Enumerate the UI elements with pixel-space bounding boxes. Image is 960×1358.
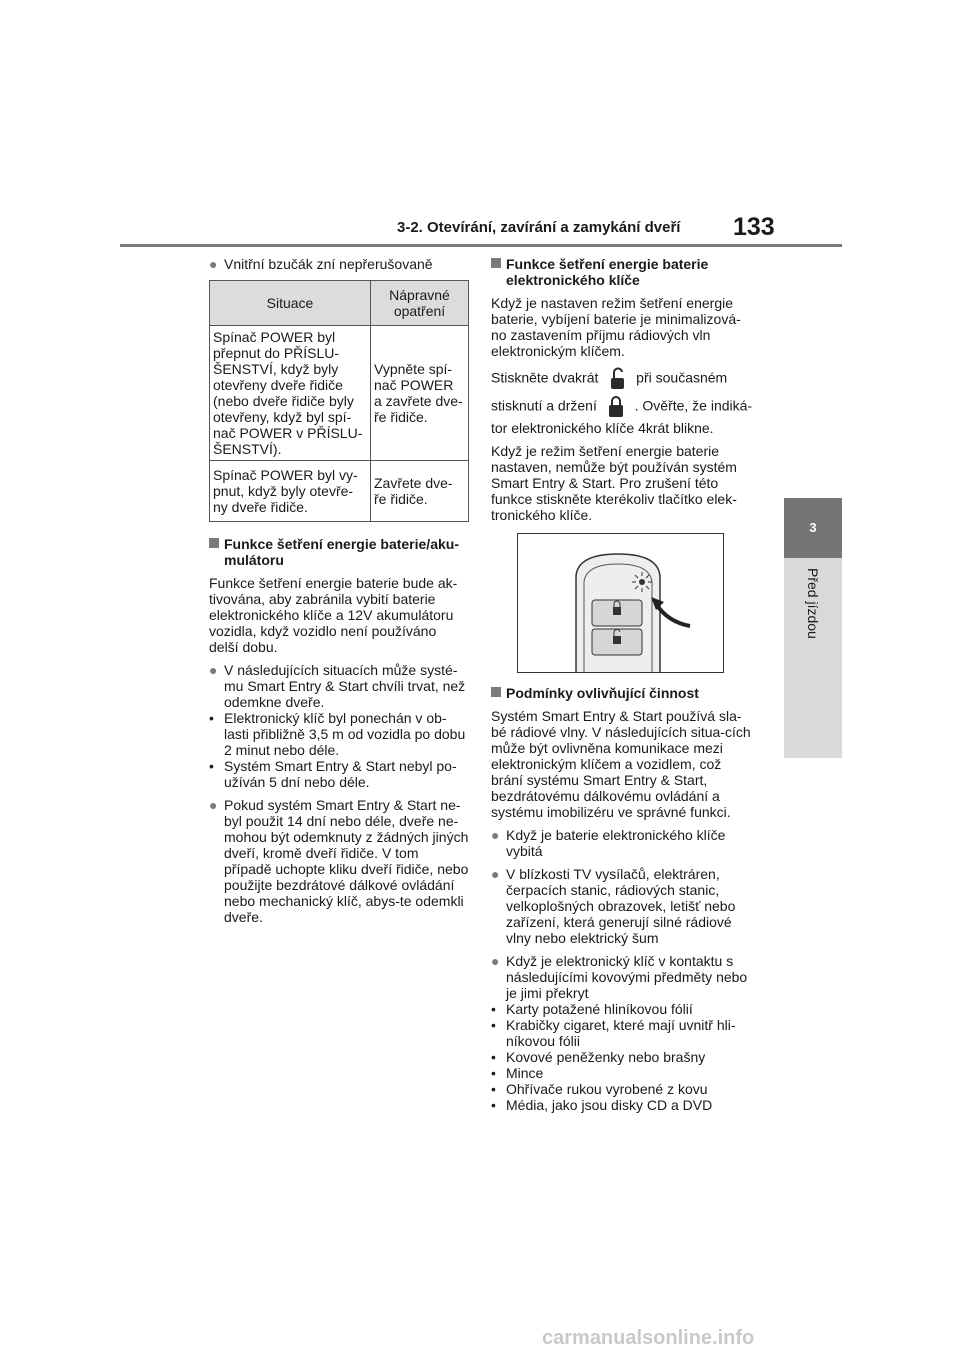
table-row: Spínač POWER byl přepnut do PŘÍSLU-ŠENSTVÍ, když byly otevřeny dveře řidiče (nebo dveře řidiče byly otevřeny, když byl spí-nač POWER v PŘÍSLU-ŠENSTVÍ). Vypněte spí-nač POWER a zavřete dve-ře řidiče. — [210, 326, 469, 461]
key-fob-illustration — [517, 533, 724, 673]
bullet-dot-icon: ● — [491, 866, 500, 882]
bullet-item: ● Když je baterie elektronického klíče vybitá — [491, 827, 726, 859]
table-row: Spínač POWER byl vy-pnut, když byly otevře-ny dveře řidiče. Zavřete dve-ře řidiče. — [210, 461, 469, 522]
paragraph: Systém Smart Entry & Start používá sla-bé rádiové vlny. V následujících situa-cích může být ovlivněna komunikace mezi elektronickým klíčem a vozidlem, což brání systému Smart Entry & Start, bezdrátovému dálkovému ovládání a systému imobilizéru ve správné funkci. — [491, 708, 751, 820]
list-item: • Kovové peněženky nebo brašny — [491, 1049, 706, 1065]
bullet-dot-icon: ● — [209, 662, 218, 678]
section-title: 3-2. Otevírání, zavírání a zamykání dveří — [397, 219, 681, 236]
table-header-remedy: Nápravné opatření — [371, 281, 469, 326]
list-item: • Mince — [491, 1065, 544, 1081]
paragraph: Stiskněte dvakrát při současném — [491, 366, 753, 392]
page-number: 133 — [733, 213, 775, 241]
bullet-item: ● V následujících situacích může systé-mu Smart Entry & Start chvíli trvat, než odemkne dveře. — [209, 662, 466, 710]
left-column — [209, 256, 469, 932]
paragraph: Funkce šetření energie baterie bude ak-tivována, aby zabránila vybití baterie elektronického klíče a 12V akumulátoru vozidla, když vozidlo není používáno delší dobu. — [209, 575, 458, 655]
paragraph: stisknutí a držení . Ověřte, že indiká-tor elektronického klíče 4krát blikne. — [491, 394, 753, 436]
square-bullet-icon — [491, 687, 504, 698]
bullet-dot-icon: ● — [209, 256, 218, 272]
bullet-item: ● Vnitřní bzučák zní nepřerušovaně — [209, 256, 433, 272]
section-heading: Funkce šetření energie baterie elektronického klíče — [491, 256, 753, 288]
list-item: • Systém Smart Entry & Start nebyl po-užíván 5 dní nebo déle. — [209, 758, 457, 790]
bullet-dot-icon: ● — [491, 953, 500, 969]
bullet-dot-icon: ● — [209, 797, 218, 813]
bullet-item: ● V blízkosti TV vysílačů, elektráren, čerpacích stanic, rádiových stanic, velkoplošných obrazovek, letišť nebo zařízení, která generují silné rádiové vlny nebo elektrický šum — [491, 866, 736, 946]
bullet-dot-icon: ● — [491, 827, 500, 843]
situation-table — [209, 280, 469, 522]
section-heading: Podmínky ovlivňující činnost — [491, 685, 753, 701]
list-item: • Elektronický klíč byl ponechán v ob-lasti přibližně 3,5 m od vozidla po dobu 2 minut nebo déle. — [209, 710, 466, 758]
lock-icon — [601, 394, 631, 420]
list-item: • Krabičky cigaret, které mají uvnitř hli-níkovou fólii — [491, 1017, 736, 1049]
chapter-label: Před jízdou — [805, 568, 821, 639]
paragraph: Když je nastaven režim šetření energie baterie, vybíjení baterie je minimalizová-no zastavením příjmu rádiových vln elektronickým klíčem. — [491, 295, 741, 359]
header-rule — [120, 244, 842, 247]
section-heading: Funkce šetření energie baterie/aku-mulátoru — [209, 536, 469, 568]
bullet-item: ● Pokud systém Smart Entry & Start ne-byl použit 14 dní nebo déle, dveře ne-mohou být odemknuty z žádných jiných dveří, kromě dveří řidiče. V tom případě uchopte kliku dveří řidiče, nebo použijte bezdrátové dálkové ovládání nebo mechanický klíč, abys-te odemkli dveře. — [209, 797, 469, 925]
table-header-situation: Situace — [210, 281, 371, 326]
key-fob-icon — [518, 534, 723, 672]
paragraph: Když je režim šetření energie baterie nastaven, nemůže být používán systém Smart Entry & Start. Pro zrušení této funkce stiskněte kterékoliv tlačítko elek-tronického klíče. — [491, 443, 737, 523]
watermark-footer: carmanualsonline.info — [542, 1327, 755, 1349]
right-column — [491, 256, 753, 1113]
bullet-item: ● Když je elektronický klíč v kontaktu s následujícími kovovými předměty nebo je jimi překryt — [491, 953, 748, 1001]
list-item: • Média, jako jsou disky CD a DVD — [491, 1097, 713, 1113]
square-bullet-icon — [209, 538, 222, 549]
list-item: • Ohřívače rukou vyrobené z kovu — [491, 1081, 708, 1097]
chapter-tab: 3 — [784, 498, 842, 558]
square-bullet-icon — [491, 258, 504, 269]
list-item: • Karty potažené hliníkovou fólií — [491, 1001, 693, 1017]
unlock-icon — [602, 366, 632, 392]
